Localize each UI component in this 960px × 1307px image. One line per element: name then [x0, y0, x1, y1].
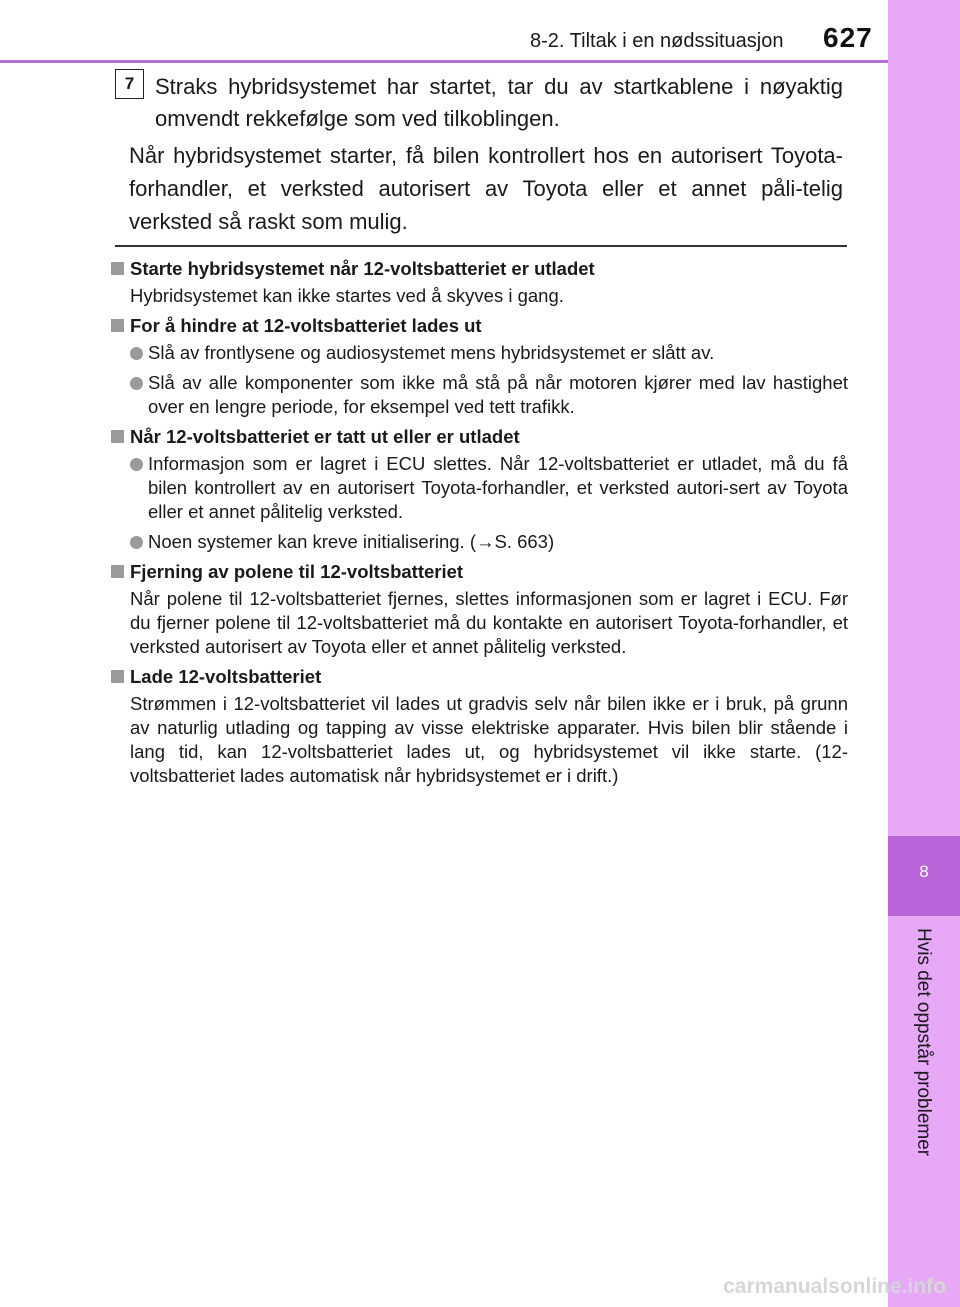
note-bullet	[108, 452, 848, 524]
step-text: Straks hybridsystemet har startet, tar du av startkablene i nøyaktig omvendt rekkefølge som ved tilkoblingen.	[155, 74, 843, 131]
note-item	[108, 665, 848, 788]
notes-section	[108, 257, 848, 794]
note-heading-text: Starte hybridsystemet når 12-voltsbatteriet er utladet	[130, 258, 595, 279]
section-title: 8-2. Tiltak i en nødssituasjon	[530, 30, 784, 52]
note-bullet	[108, 371, 848, 419]
note-heading	[108, 425, 848, 449]
note-bullet	[108, 530, 848, 554]
note-heading	[108, 257, 848, 281]
watermark-text: carmanualsonline.info	[723, 1275, 946, 1298]
square-bullet-icon	[111, 430, 124, 443]
square-bullet-icon	[111, 319, 124, 332]
circle-bullet-icon	[130, 536, 143, 549]
step-followup-paragraph: Når hybridsystemet starter, få bilen kontrollert hos en autorisert Toyota-forhandler, et verksted autorisert av Toyota eller et annet påli-telig verksted så raskt som mulig.	[129, 143, 843, 234]
section-divider	[115, 245, 847, 247]
note-item	[108, 425, 848, 554]
note-heading	[108, 665, 848, 689]
note-heading-text: For å hindre at 12-voltsbatteriet lades ut	[130, 315, 482, 336]
note-heading-text: Når 12-voltsbatteriet er tatt ut eller er utladet	[130, 426, 520, 447]
note-bullet	[108, 341, 848, 365]
note-heading-text: Fjerning av polene til 12-voltsbatteriet	[130, 561, 464, 582]
chapter-title: Hvis det oppstår problemer	[913, 928, 934, 1157]
note-body: Når polene til 12-voltsbatteriet fjernes, slettes informasjonen som er lagret i ECU. Før du fjerner polene til 12-voltsbatteriet må du kontakte en autorisert Toyota-forhandler, et verksted autorisert av Toyota eller et annet pålitelig verksted.	[130, 588, 848, 657]
note-bullet-text: Informasjon som er lagret i ECU slettes. Når 12-voltsbatteriet er utladet, må du få bilen kontrollert av en autorisert Toyota-forhandler, et verksted autori-sert av Toyota eller et annet pålitelig verksted.	[148, 453, 848, 522]
page-reference-link[interactable]: Noen systemer kan kreve initialisering. (→S. 663)	[148, 531, 555, 552]
note-heading	[108, 560, 848, 584]
page-number: 627	[823, 22, 873, 53]
chapter-number: 8	[919, 862, 929, 881]
square-bullet-icon	[111, 565, 124, 578]
note-heading	[108, 314, 848, 338]
step-number-box: 7	[115, 69, 144, 99]
circle-bullet-icon	[130, 458, 143, 471]
square-bullet-icon	[111, 262, 124, 275]
header-rule	[0, 60, 888, 63]
note-bullet-text: Slå av frontlysene og audiosystemet mens hybridsystemet er slått av.	[148, 342, 715, 363]
note-item	[108, 257, 848, 308]
note-item	[108, 560, 848, 659]
note-body: Strømmen i 12-voltsbatteriet vil lades ut gradvis selv når bilen ikke er i bruk, på grunn av naturlig utlading og tapping av visse elektriske apparater. Hvis bilen blir stående i lang tid, kan 12-voltsbatteriet lades ut, og hybridsystemet vil ikke starte. (12-voltsbatteriet lades automatisk når hybridsystemet er i drift.)	[130, 693, 848, 786]
note-body: Hybridsystemet kan ikke startes ved å skyves i gang.	[130, 285, 564, 306]
circle-bullet-icon	[130, 347, 143, 360]
note-bullet-text: Slå av alle komponenter som ikke må stå på når motoren kjører med lav hastighet over en lengre periode, for eksempel ved tett trafikk.	[148, 372, 848, 417]
note-item	[108, 314, 848, 419]
square-bullet-icon	[111, 670, 124, 683]
circle-bullet-icon	[130, 377, 143, 390]
note-heading-text: Lade 12-voltsbatteriet	[130, 666, 322, 687]
